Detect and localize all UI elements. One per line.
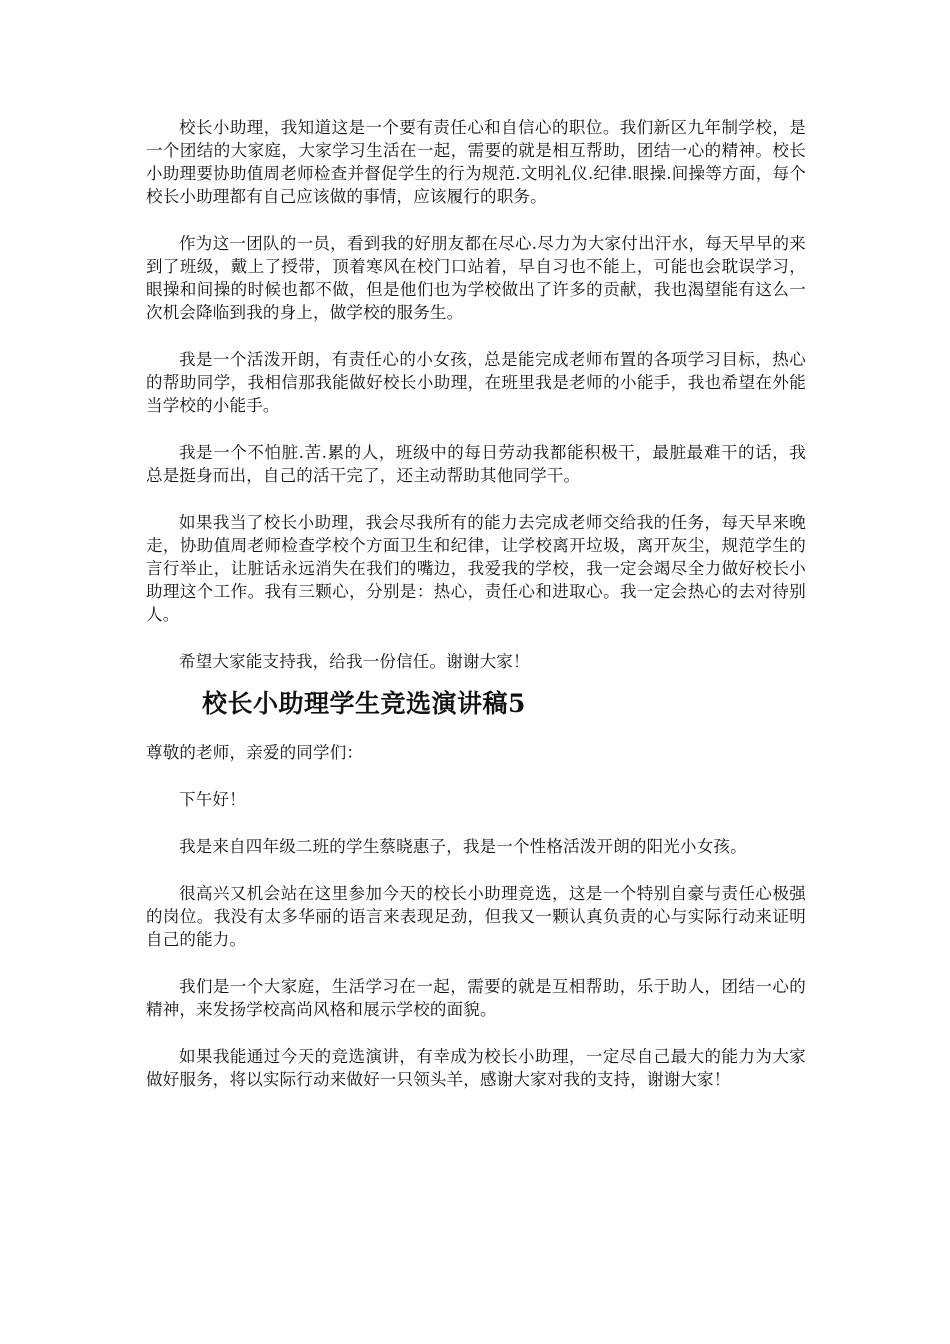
paragraph-4: 我是一个不怕脏.苦.累的人，班级中的每日劳动我都能积极干，最脏最难干的话，我总是挺身而出，自己的活干完了，还主动帮助其他同学干。 — [146, 443, 806, 485]
document-page — [146, 116, 806, 1091]
paragraph-6: 希望大家能支持我，给我一份信任。谢谢大家！ — [179, 652, 530, 671]
paragraph-1: 校长小助理，我知道这是一个要有责任心和自信心的职位。我们新区九年制学校，是一个团结的大家庭，大家学习生活在一起，需要的就是相互帮助，团结一心的精神。校长小助理要协助值周老师检查并督促学生的行为规范.文明礼仪.纪律.眼操.间操等方面，每个校长小助理都有自己应该做的事情，应该履行的职务。 — [146, 118, 806, 206]
salutation: 尊敬的老师，亲爱的同学们： — [146, 743, 364, 762]
speech-paragraph-3: 很高兴又机会站在这里参加今天的校长小助理竞选，这是一个特别自豪与责任心极强的岗位。我没有太多华丽的语言来表现足劲，但我又一颗认真负责的心与实际行动来证明自己的能力。 — [146, 884, 806, 949]
paragraph-2: 作为这一团队的一员，看到我的好朋友都在尽心.尽力为大家付出汗水，每天早早的来到了班级，戴上了授带，顶着寒风在校门口站着，早自习也不能上，可能也会耽误学习，眼操和间操的时候也都不做，但是他们也为学校做出了许多的贡献，我也渴望能有这么一次机会降临到我的身上，做学校的服务生。 — [146, 234, 806, 322]
speech-paragraph-1: 下午好！ — [179, 790, 246, 809]
paragraph-5: 如果我当了校长小助理，我会尽我所有的能力去完成老师交给我的任务，每天早来晚走，协助值周老师检查学校个方面卫生和纪律，让学校离开垃圾，离开灰尘，规范学生的言行举止，让脏话永远消失在我们的嘴边，我爱我的学校，我一定会竭尽全力做好校长小助理这个工作。我有三颗心，分别是：热心，责任心和进取心。我一定会热心的去对待别人。 — [146, 513, 806, 624]
speech-paragraph-2: 我是来自四年级二班的学生蔡晓惠子，我是一个性格活泼开朗的阳光小女孩。 — [179, 837, 747, 856]
section-title: 校长小助理学生竞选演讲稿5 — [202, 689, 526, 718]
speech-paragraph-4: 我们是一个大家庭，生活学习在一起，需要的就是互相帮助，乐于助人，团结一心的精神，来发扬学校高尚风格和展示学校的面貌。 — [146, 977, 806, 1019]
speech-paragraph-5: 如果我能通过今天的竞选演讲，有幸成为校长小助理，一定尽自己最大的能力为大家做好服务，将以实际行动来做好一只领头羊，感谢大家对我的支持，谢谢大家！ — [146, 1047, 806, 1089]
paragraph-3: 我是一个活泼开朗，有责任心的小女孩，总是能完成老师布置的各项学习目标，热心的帮助同学，我相信那我能做好校长小助理，在班里我是老师的小能手，我也希望在外能当学校的小能手。 — [146, 350, 806, 415]
